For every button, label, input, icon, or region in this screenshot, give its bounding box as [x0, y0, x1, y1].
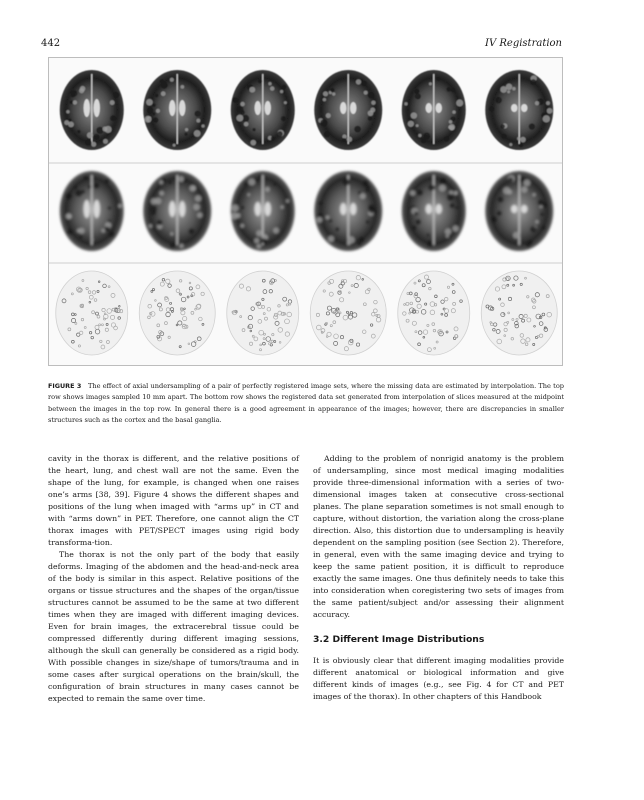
brain-slice [227, 271, 299, 355]
running-head: IV Registration [485, 38, 562, 49]
figure-label: FIGURE 3 [48, 382, 82, 390]
paragraph: The thorax is not the only part of the body that easily deforms. Imaging of the abdomen and the head-and-neck area of the body is similar in this aspect. Relative positions of the organs or tissue structures and the shapes of the organ/tissue structures cannot be assumed to be the same at two different times when they are imaged with different imaging devices. Even for brain images, the extracerebral tissue could be compressed differently during different imaging sessions, although the skull can generally be considered as a rigid body. With possible changes in size/shape of tumors/trauma and in some cases after surgical operations on the brain/skull, the configuration of brain structures in many cases cannot be expected to remain the same over time. [48, 550, 299, 703]
brain-slice [231, 70, 295, 150]
brain-slice [481, 271, 557, 355]
brain-slice [139, 271, 215, 355]
brain-slice [143, 70, 211, 150]
brain-slice [314, 171, 382, 251]
brain-slice [60, 70, 124, 150]
brain-slice [314, 70, 382, 150]
figure-3-image [48, 57, 563, 366]
figure-caption [48, 381, 564, 426]
brain-slice [402, 70, 466, 150]
left-column [48, 453, 299, 705]
brain-slice [485, 70, 553, 150]
brain-slice [398, 271, 470, 355]
brain-slice [56, 271, 128, 355]
brain-slice [231, 171, 295, 251]
brain-slice [143, 171, 211, 251]
brain-slice [402, 171, 466, 251]
right-column [313, 453, 564, 703]
section-heading: 3.2 Different Image Distributions [313, 634, 485, 645]
page-number: 442 [41, 38, 61, 49]
brain-slice [60, 171, 124, 251]
figure-caption-text: The effect of axial undersampling of a pair of perfectly registered image sets, where the missing data are estimated by interpolation. The top row shows images sampled 10 mm apart. The bottom row shows the registered data set generated from interpolation of slices measured at the midpoint between the images in the top row. In general there is a good agreement in appearance of the images; however, there are discrepancies in smaller structures such as the cortex and the basal ganglia. [48, 382, 565, 424]
brain-slices-figure [49, 58, 562, 365]
paragraph: Adding to the problem of nonrigid anatomy is the problem of undersampling, since most medical imaging modalities provide three-dimensional information with a series of two-dimensional images taken at consecutive cross-sectional planes. The plane separation sometimes is not small enough to capture, without distortion, the variation along the cross-plane direction. Also, this distortion due to undersampling is heavily dependent on the sampling position (see Section 2). Therefore, in general, even with the same imaging device and trying to keep the same patient position, it is difficult to reproduce exactly the same images. One thus definitely needs to take this into consideration when coregistering two sets of images from the same patient/subject and/or assessing their alignment accuracy. [313, 454, 564, 619]
paragraph: cavity in the thorax is different, and the relative positions of the heart, lung, and chest wall are not the same. Even the shape of the lung, for example, is changed when one raises one’s arms [38, 39]. Figure 4 shows the different shapes and positions of the lung when imaged with “arms up” in CT and with “arms down” in PET. Therefore, one cannot align the CT thorax images with PET/SPECT images using rigid body transforma-tion. [48, 454, 299, 547]
brain-slice [485, 171, 553, 251]
difference-row [56, 271, 558, 355]
sampled-10mm-row [60, 70, 554, 150]
brain-slice [310, 271, 386, 355]
paragraph: It is obviously clear that different imaging modalities provide different anatomical or biological information and give different kinds of images (e.g., see Fig. 4 for CT and PET images of the thorax). In other chapters of this Handbook [313, 656, 564, 701]
interpolated-row [60, 171, 554, 251]
